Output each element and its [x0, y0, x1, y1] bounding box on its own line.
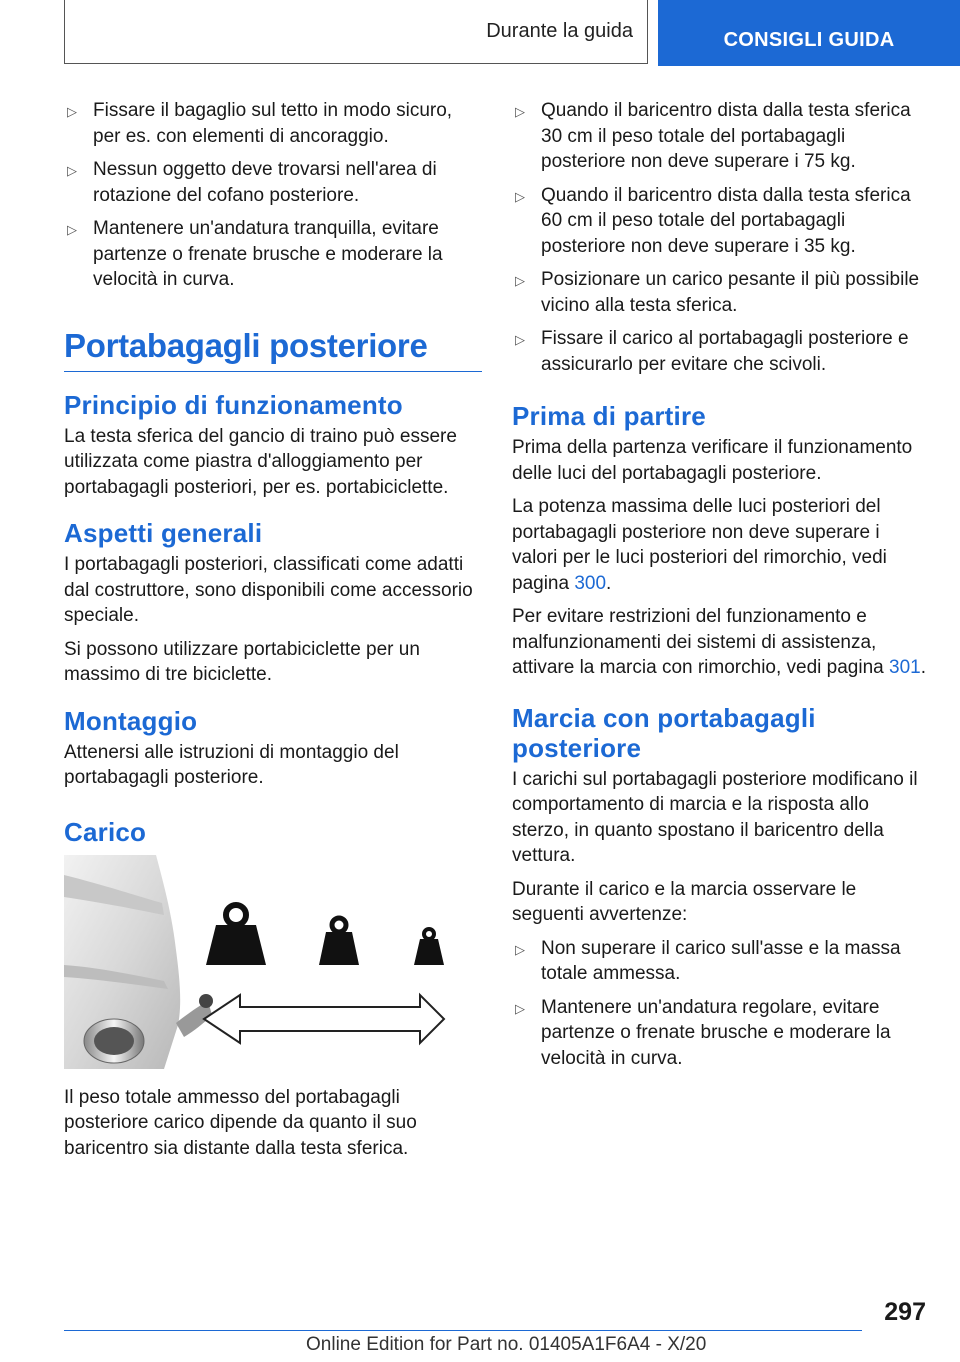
page-link-301[interactable]: 301 [889, 657, 921, 678]
list-item: ▷ Quando il baricentro dista dalla testa sferica 60 cm il peso totale del portabagagli posteriore non deve superare i 35 kg. [515, 184, 911, 257]
tow-ball-icon [199, 994, 213, 1008]
page-title: Portabagagli posteriore [64, 327, 482, 372]
list-item: ▷ Fissare il bagaglio sul tetto in modo sicuro, per es. con elementi di ancoraggio. [67, 100, 453, 147]
load-illustration [64, 855, 482, 1069]
triangle-bullet-icon: ▷ [515, 273, 525, 288]
footer-divider [64, 1330, 862, 1331]
list-item: ▷ Fissare il carico al portabagagli posteriore e assicurarlo per evitare che scivoli. [515, 328, 909, 375]
right-column [512, 98, 926, 1079]
paragraph: La testa sferica del gancio di traino può essere utilizzata come piastra d'alloggiamento per portabagagli posteriori, per es. portabiciclette. [64, 425, 457, 498]
load-bullet-list [512, 98, 926, 377]
weight-large-icon [206, 905, 266, 965]
header-chapter-tab[interactable]: CONSIGLI GUIDA [658, 0, 960, 66]
list-item: ▷ Nessun oggetto deve trovarsi nell'area di rotazione del cofano posteriore. [67, 159, 437, 206]
triangle-bullet-icon: ▷ [515, 188, 525, 204]
triangle-bullet-icon: ▷ [67, 104, 77, 119]
list-item: ▷ Mantenere un'andatura tranquilla, evitare partenze o frenate brusche e moderare la velocità in curva. [67, 218, 443, 290]
list-item: ▷ Posizionare un carico pesante il più possibile vicino alla testa sferica. [515, 269, 920, 316]
paragraph: Il peso totale ammesso del portabagagli posteriore carico dipende da quanto il suo baricentro sia distante dalla testa sferica. [64, 1086, 417, 1159]
paragraph: Durante il carico e la marcia osservare le seguenti avvertenze: [512, 878, 857, 925]
section-heading-general: Aspetti generali [64, 518, 263, 548]
exhaust-opening [94, 1027, 134, 1055]
paragraph: Attenersi alle istruzioni di montaggio del portabagagli posteriore. [64, 741, 399, 788]
paragraph: Prima della partenza verificare il funzionamento delle luci del portabagagli posteriore. [512, 437, 913, 484]
triangle-bullet-icon: ▷ [515, 332, 525, 347]
triangle-bullet-icon: ▷ [515, 941, 525, 957]
section-heading-driving: Marcia con portabagagli posteriore [512, 702, 816, 763]
weight-small-icon [414, 929, 444, 965]
paragraph: La potenza massima delle luci posteriori del portabagagli posteriore non deve superare i valori per le luci posteriori del rimorchio, vedi pagina 300. [512, 496, 887, 594]
paragraph: Per evitare restrizioni del funzionamento e malfunzionamenti dei sistemi di assistenza, attivare la marcia con rimorchio, vedi pagina 301. [512, 606, 926, 678]
footer-edition: Online Edition for Part no. 01405A1F6A4 - X/20 [306, 1334, 707, 1355]
paragraph: I carichi sul portabagagli posteriore modificano il comportamento di marcia e la risposta allo sterzo, in quanto spostano il baricentro della vettura. [512, 768, 918, 866]
driving-bullet-list [512, 936, 926, 1072]
triangle-bullet-icon: ▷ [67, 222, 77, 237]
weight-medium-icon [319, 918, 359, 965]
left-column [64, 98, 482, 1169]
section-heading-before-departure: Prima di partire [512, 401, 706, 431]
header-frame [64, 0, 648, 64]
page-number: 297 [884, 1298, 926, 1326]
section-heading-load: Carico [64, 816, 147, 847]
list-item: ▷ Non superare il carico sull'asse e la massa totale ammessa. [515, 937, 901, 984]
paragraph: Si possono utilizzare portabiciclette per un massimo di tre biciclette. [64, 638, 420, 685]
header-section-title: Durante la guida [486, 20, 633, 42]
page-link-300[interactable]: 300 [574, 572, 607, 594]
triangle-bullet-icon: ▷ [67, 163, 77, 178]
car-rear-weights-illustration [64, 855, 482, 1069]
triangle-bullet-icon: ▷ [515, 1000, 525, 1016]
safety-bullet-list [64, 98, 482, 293]
paragraph: I portabagagli posteriori, classificati come adatti dal costruttore, sono disponibili come accessorio speciale. [64, 554, 473, 626]
section-heading-mounting: Montaggio [64, 705, 198, 736]
section-heading-principle: Principio di funzionamento [64, 389, 403, 420]
triangle-bullet-icon: ▷ [515, 104, 525, 119]
distance-arrow-icon [204, 995, 444, 1043]
list-item: ▷ Mantenere un'andatura regolare, evitare partenze o frenate brusche e moderare la velocità in curva. [515, 996, 891, 1069]
list-item: ▷ Quando il baricentro dista dalla testa sferica 30 cm il peso totale del portabagagli posteriore non deve superare i 75 kg. [515, 100, 911, 172]
